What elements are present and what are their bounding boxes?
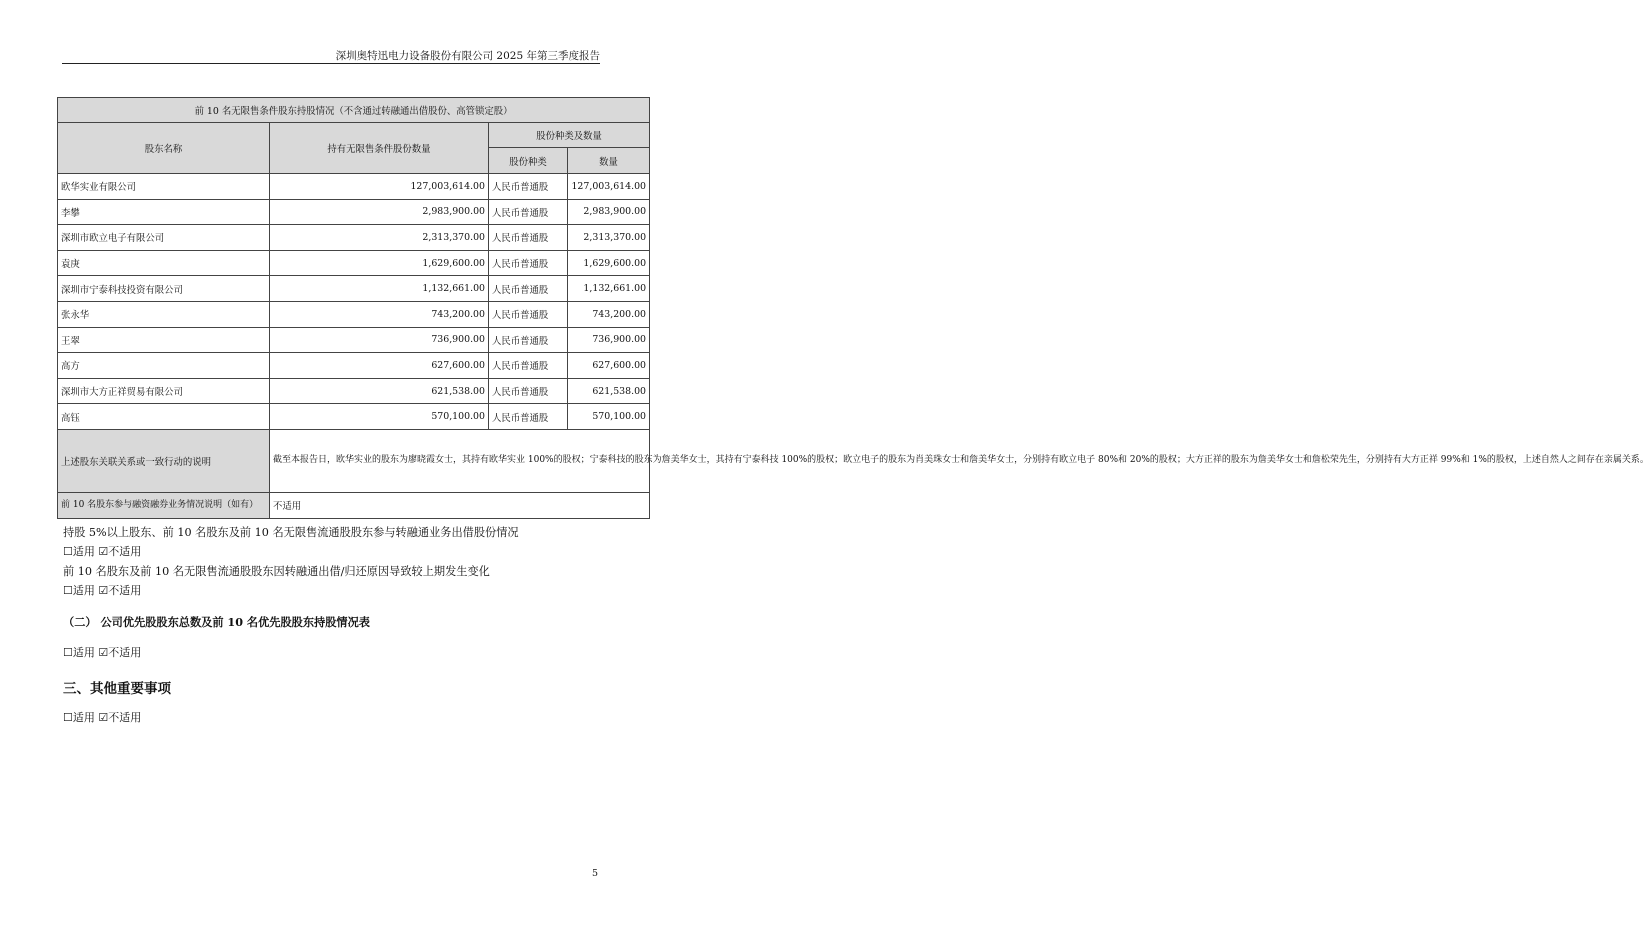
table-row	[58, 199, 650, 225]
share-quantity: 1,629,600.00	[568, 250, 650, 276]
holder-shares: 743,200.00	[270, 301, 489, 327]
holder-shares: 127,003,614.00	[270, 174, 489, 200]
column-header-quantity: 数量	[568, 148, 650, 174]
table-row	[58, 174, 650, 200]
holder-shares: 1,629,600.00	[270, 250, 489, 276]
column-header-share-class-group: 股份种类及数量	[489, 123, 650, 148]
holder-shares: 627,600.00	[270, 353, 489, 379]
holder-shares: 621,538.00	[270, 378, 489, 404]
share-type: 人民币普通股	[489, 174, 568, 200]
holder-name: 欧华实业有限公司	[58, 174, 270, 200]
top10-unrestricted-holders-table	[57, 97, 1649, 519]
holder-shares: 1,132,661.00	[270, 276, 489, 302]
applicability-choice-3	[63, 644, 141, 660]
column-header-share-type: 股份种类	[489, 148, 568, 174]
page-number: 5	[591, 868, 598, 879]
table-title: 前 10 名无限售条件股东持股情况（不含通过转融通出借股份、高管锁定股）	[58, 98, 650, 123]
share-quantity: 621,538.00	[568, 378, 650, 404]
applicability-choice-4	[63, 709, 141, 725]
holder-name: 高钰	[58, 404, 270, 430]
holder-name: 深圳市欧立电子有限公司	[58, 225, 270, 251]
securities-lending-change-statement: 前 10 名股东及前 10 名无限售流通股股东因转融通出借/归还原因导致较上期发生变化	[63, 565, 490, 578]
share-type: 人民币普通股	[489, 225, 568, 251]
applicability-choice-1	[63, 543, 141, 559]
holder-shares: 570,100.00	[270, 404, 489, 430]
holder-name: 深圳市宁泰科技投资有限公司	[58, 276, 270, 302]
share-quantity: 2,983,900.00	[568, 199, 650, 225]
option-applicable: ☐适用	[63, 545, 95, 558]
holder-name: 张永华	[58, 301, 270, 327]
share-type: 人民币普通股	[489, 378, 568, 404]
table-row	[58, 276, 650, 302]
holder-name: 王翠	[58, 327, 270, 353]
share-type: 人民币普通股	[489, 250, 568, 276]
share-type: 人民币普通股	[489, 199, 568, 225]
holder-shares: 2,983,900.00	[270, 199, 489, 225]
option-applicable: ☐适用	[63, 584, 95, 597]
option-applicable: ☐适用	[63, 711, 95, 724]
option-not-applicable: ☑不适用	[98, 545, 142, 558]
share-quantity: 743,200.00	[568, 301, 650, 327]
option-not-applicable: ☑不适用	[98, 646, 142, 659]
holder-shares: 2,313,370.00	[270, 225, 489, 251]
table-row	[58, 250, 650, 276]
margin-trading-label: 前 10 名股东参与融资融券业务情况说明（如有）	[58, 492, 270, 518]
holder-name: 袁庚	[58, 250, 270, 276]
table-row	[58, 301, 650, 327]
share-type: 人民币普通股	[489, 353, 568, 379]
applicability-choice-2	[63, 582, 141, 598]
margin-trading-value: 不适用	[270, 492, 650, 518]
table-row	[58, 327, 650, 353]
share-quantity: 2,313,370.00	[568, 225, 650, 251]
holder-name: 李攀	[58, 199, 270, 225]
section-heading-preferred-shares: （二） 公司优先股股东总数及前 10 名优先股股东持股情况表	[63, 615, 370, 629]
share-quantity: 627,600.00	[568, 353, 650, 379]
table-row	[58, 378, 650, 404]
share-quantity: 127,003,614.00	[568, 174, 650, 200]
holder-shares: 736,900.00	[270, 327, 489, 353]
section-heading-other-matters: 三、其他重要事项	[63, 681, 171, 697]
holder-name: 高方	[58, 353, 270, 379]
header-divider	[62, 63, 600, 64]
holder-name: 深圳市大方正祥贸易有限公司	[58, 378, 270, 404]
share-quantity: 1,132,661.00	[568, 276, 650, 302]
relation-description: 截至本报告日，欧华实业的股东为廖晓霞女士，其持有欧华实业 100%的股权；宁泰科技的股东为詹美华女士，其持有宁泰科技 100%的股权；欧立电子的股东为肖美珠女士和詹美华女士，分别持有欧立电子 80%和 20%的股权；大方正祥的股东为詹美华女士和詹松荣先生，分别持有大方正祥 99%和 1%的股权，上述自然人之间存在亲属关系。	[270, 429, 650, 492]
option-not-applicable: ☑不适用	[98, 584, 142, 597]
share-type: 人民币普通股	[489, 301, 568, 327]
share-type: 人民币普通股	[489, 276, 568, 302]
table-row	[58, 353, 650, 379]
share-type: 人民币普通股	[489, 404, 568, 430]
share-quantity: 736,900.00	[568, 327, 650, 353]
report-header-title: 深圳奥特迅电力设备股份有限公司 2025 年第三季度报告	[335, 50, 600, 62]
table-row	[58, 404, 650, 430]
column-header-shares: 持有无限售条件股份数量	[270, 123, 489, 174]
share-type: 人民币普通股	[489, 327, 568, 353]
relation-label: 上述股东关联关系或一致行动的说明	[58, 429, 270, 492]
securities-lending-statement: 持股 5%以上股东、前 10 名股东及前 10 名无限售流通股股东参与转融通业务出借股份情况	[63, 526, 519, 539]
table-row	[58, 225, 650, 251]
column-header-holder: 股东名称	[58, 123, 270, 174]
option-applicable: ☐适用	[63, 646, 95, 659]
option-not-applicable: ☑不适用	[98, 711, 142, 724]
share-quantity: 570,100.00	[568, 404, 650, 430]
